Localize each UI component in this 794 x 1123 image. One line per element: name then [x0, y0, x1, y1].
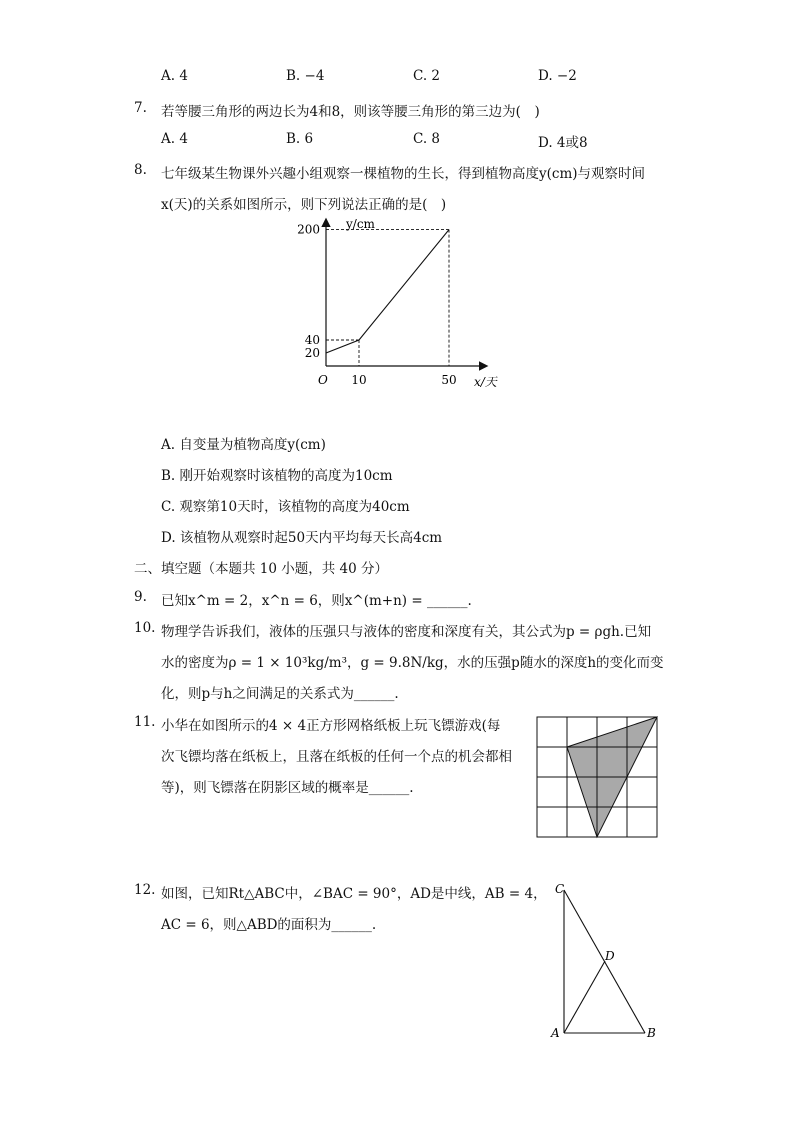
q10-number: 10. — [134, 620, 156, 636]
q7-text: 若等腰三角形的两边长为4和8，则该等腰三角形的第三边为( ) — [161, 104, 540, 120]
q11-line-2: 次飞镖均落在纸板上，且落在纸板的任何一个点的机会都相 — [161, 749, 512, 765]
q10-line-2: 水的密度为ρ = 1 × 10³kg/m³，g = 9.8N/kg，水的压强p随水的深度h的变化而变 — [161, 655, 664, 671]
q6-option-d: D. −2 — [538, 68, 577, 84]
section-2-title: 二、填空题（本题共 10 小题，共 40 分） — [134, 561, 389, 577]
q7-number: 7. — [134, 100, 147, 116]
q7-option-c: C. 8 — [413, 131, 441, 147]
q11-line-1: 小华在如图所示的4 × 4正方形网格纸板上玩飞镖游戏(每 — [161, 718, 501, 734]
q11-dartboard-grid — [536, 716, 660, 840]
q8-growth-chart — [290, 210, 510, 400]
q7-option-d: D. 4或8 — [538, 135, 588, 151]
label-a: A — [551, 1026, 560, 1040]
x-tick-label: 50 — [441, 373, 457, 387]
label-b: B — [647, 1026, 656, 1040]
q6-option-c: C. 2 — [413, 68, 441, 84]
q6-option-a: A. 4 — [161, 68, 188, 84]
q10-line-3: 化，则p与h之间满足的关系式为______. — [161, 686, 399, 702]
q9-text: 已知x^m = 2，x^n = 6，则x^(m+n) = ______. — [161, 593, 472, 609]
q8-number: 8. — [134, 162, 147, 178]
q8-option-c: C. 观察第10天时，该植物的高度为40cm — [161, 499, 410, 515]
q12-line-1: 如图，已知Rt△ABC中，∠BAC = 90°，AD是中线，AB = 4， — [161, 886, 547, 902]
q8-line-1: 七年级某生物课外兴趣小组观察一棵植物的生长，得到植物高度y(cm)与观察时间 — [161, 166, 646, 182]
q6-option-b: B. −4 — [286, 68, 325, 84]
q7-option-b: B. 6 — [286, 131, 314, 147]
q8-option-a: A. 自变量为植物高度y(cm) — [161, 437, 326, 453]
q7-option-a: A. 4 — [161, 131, 188, 147]
q12-line-2: AC = 6，则△ABD的面积为______. — [161, 917, 377, 933]
q12-triangle-figure — [545, 878, 670, 1048]
x-axis-label: x/天 — [474, 375, 497, 389]
label-c: C — [555, 882, 565, 896]
q11-line-3: 等)，则飞镖落在阴影区域的概率是______. — [161, 780, 414, 796]
q8-option-b: B. 刚开始观察时该植物的高度为10cm — [161, 468, 393, 484]
q11-number: 11. — [134, 714, 156, 730]
origin-label: O — [318, 373, 328, 387]
height-series-line — [326, 230, 449, 353]
q12-number: 12. — [134, 882, 156, 898]
label-d: D — [605, 949, 615, 963]
y-tick-label: 40 — [304, 333, 320, 347]
q10-line-1: 物理学告诉我们，液体的压强只与液体的密度和深度有关，其公式为p = ρgh.已知 — [161, 624, 652, 640]
q9-number: 9. — [134, 589, 147, 605]
q8-line-2: x(天)的关系如图所示，则下列说法正确的是( ) — [161, 197, 447, 213]
y-tick-label: 20 — [304, 346, 320, 360]
y-tick-label: 200 — [297, 222, 320, 237]
x-tick-label: 10 — [351, 373, 367, 387]
q8-option-d: D. 该植物从观察时起50天内平均每天长高4cm — [161, 530, 443, 546]
y-axis-label: y/cm — [346, 217, 375, 231]
